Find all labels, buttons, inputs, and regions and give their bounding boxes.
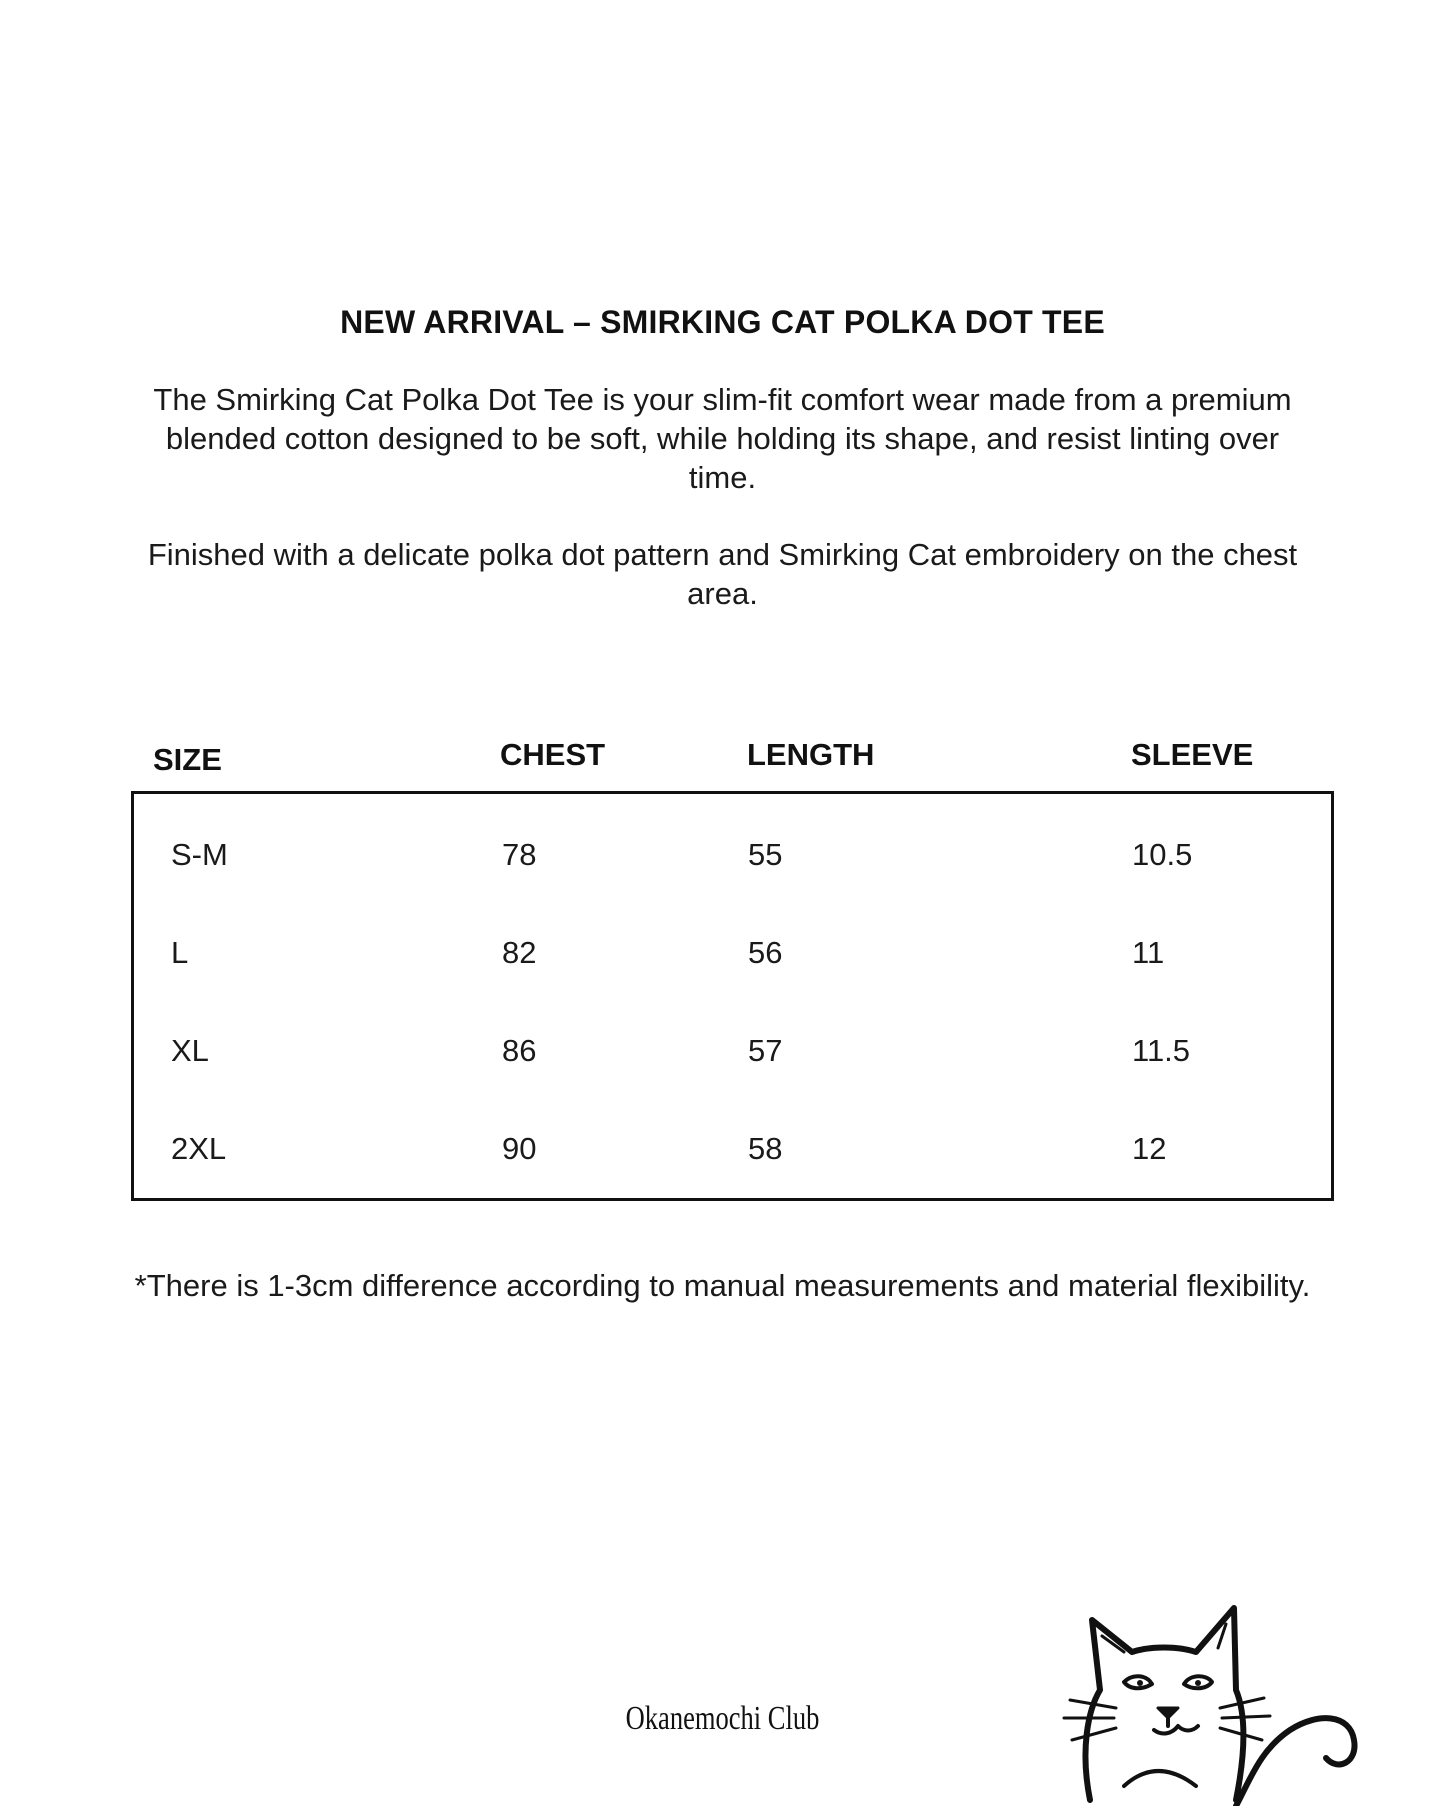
column-header-chest: CHEST <box>500 737 606 772</box>
cell-size: L <box>171 935 189 970</box>
cell-sleeve: 12 <box>1132 1131 1167 1166</box>
cell-length: 57 <box>748 1033 783 1068</box>
cell-chest: 90 <box>502 1131 537 1166</box>
column-header-sleeve: SLEEVE <box>1131 737 1254 772</box>
cell-length: 56 <box>748 935 783 970</box>
size-chart-table <box>131 791 1334 1201</box>
column-header-size: SIZE <box>153 742 222 777</box>
cell-sleeve: 11 <box>1132 935 1165 970</box>
description-paragraph-1: The Smirking Cat Polka Dot Tee is your slim-fit comfort wear made from a premium blended cotton designed to be soft, while holding its shape, and resist linting over time. <box>153 382 1292 495</box>
cell-sleeve: 11.5 <box>1132 1033 1191 1068</box>
cat-illustration-icon <box>1050 1590 1370 1806</box>
cell-size: 2XL <box>171 1131 227 1166</box>
table-row <box>134 1033 1331 1073</box>
cell-length: 58 <box>748 1131 783 1166</box>
cell-chest: 82 <box>502 935 537 970</box>
page-title: NEW ARRIVAL – SMIRKING CAT POLKA DOT TEE <box>340 304 1105 340</box>
cell-chest: 78 <box>502 837 537 872</box>
cell-length: 55 <box>748 837 783 872</box>
brand-name: Okanemochi Club <box>625 1700 820 1737</box>
cell-size: S-M <box>171 837 228 872</box>
measurement-note: *There is 1-3cm difference according to manual measurements and material flexibility. <box>134 1268 1311 1303</box>
table-row <box>134 1131 1331 1171</box>
table-row <box>134 837 1331 877</box>
column-header-length: LENGTH <box>747 737 875 772</box>
table-row <box>134 935 1331 975</box>
cell-sleeve: 10.5 <box>1132 837 1193 872</box>
cell-size: XL <box>171 1033 209 1068</box>
description-paragraph-2: Finished with a delicate polka dot pattern and Smirking Cat embroidery on the chest area. <box>147 537 1298 611</box>
cell-chest: 86 <box>502 1033 537 1068</box>
